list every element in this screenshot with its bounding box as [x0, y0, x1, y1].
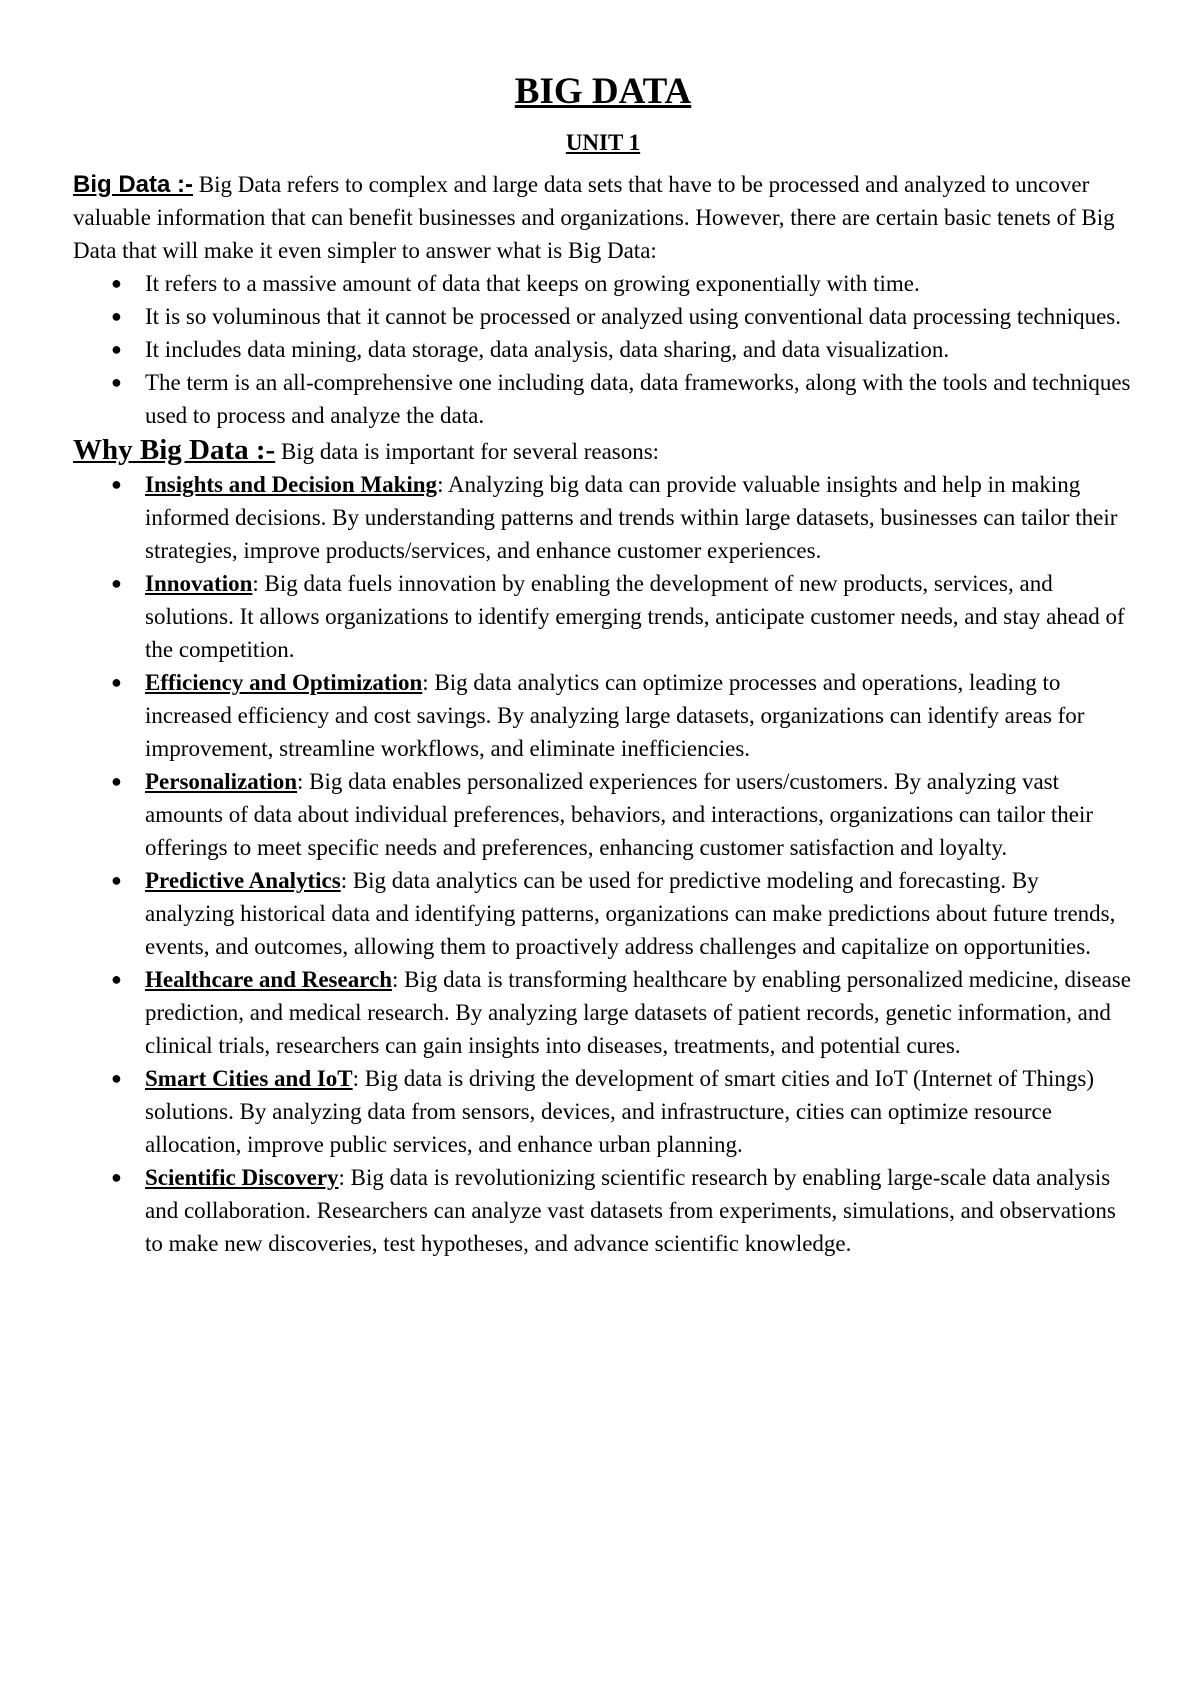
why-text: Big data is important for several reasons: [275, 439, 660, 464]
bullet-icon: ● [111, 306, 122, 326]
list-item-text: : Big data enables personalized experiences for users/customers. By analyzing vast amounts of data about individual preferences, behaviors, and interactions, organizations can tailor their offerings to meet specific needs and preferences, enhancing customer satisfaction and loyalty. [145, 769, 1094, 860]
list-item [73, 1161, 1133, 1260]
list-item-text: : Big data is driving the development of smart cities and IoT (Internet of Things) solutions. By analyzing data from sensors, devices, and infrastructure, cities can optimize resource allocation, improve public services, and enhance urban planning. [145, 1066, 1095, 1157]
bullet-icon: ● [111, 573, 122, 593]
list-item [73, 765, 1133, 864]
bullet-icon: ● [111, 672, 122, 692]
list-item [73, 468, 1133, 567]
document-page [73, 70, 1133, 1260]
list-item [73, 333, 1133, 366]
list-item [73, 1062, 1133, 1161]
list-item-title: Scientific Discovery [145, 1165, 339, 1190]
why-heading: Why Big Data :- [73, 434, 276, 466]
list-item-title: Smart Cities and IoT [145, 1066, 353, 1091]
list-item-text: : Big data fuels innovation by enabling the development of new products, services, and solutions. It allows organizations to identify emerging trends, anticipate customer needs, and stay ahead of the competition. [145, 571, 1125, 662]
list-item-text: : Big data analytics can be used for predictive modeling and forecasting. By analyzing historical data and identifying patterns, organizations can make predictions about future trends, events, and outcomes, allowing them to proactively address challenges and capitalize on opportunities. [145, 868, 1116, 959]
list-item [73, 267, 1133, 300]
bullet-icon: ● [111, 273, 122, 293]
list-item-title: Innovation [145, 571, 253, 596]
list-item [73, 963, 1133, 1062]
bullet-icon: ● [111, 1167, 122, 1187]
list-item-title: Insights and Decision Making [145, 472, 438, 497]
why-paragraph [73, 434, 1133, 468]
why-bullet-list [73, 468, 1133, 1260]
list-item-text: The term is an all-comprehensive one including data, data frameworks, along with the tools and techniques used to process and analyze the data. [145, 370, 1131, 428]
bullet-icon: ● [111, 870, 122, 890]
list-item [73, 864, 1133, 963]
list-item [73, 300, 1133, 333]
document-title: BIG DATA [514, 71, 692, 112]
unit-title: UNIT 1 [565, 130, 641, 155]
list-item-text: : Big data analytics can optimize processes and operations, leading to increased efficiency and cost savings. By analyzing large datasets, organizations can identify areas for improvement, streamline workflows, and eliminate inefficiencies. [145, 670, 1085, 761]
intro-bullet-list [73, 267, 1133, 432]
bullet-icon: ● [111, 1068, 122, 1088]
list-item-title: Healthcare and Research [145, 967, 393, 992]
bullet-icon: ● [111, 339, 122, 359]
list-item-text: It is so voluminous that it cannot be processed or analyzed using conventional data processing techniques. [145, 304, 1121, 329]
list-item-text: : Analyzing big data can provide valuable insights and help in making informed decisions. By understanding patterns and trends within large datasets, businesses can tailor their strategies, improve products/services, and enhance customer experiences. [145, 472, 1118, 563]
bullet-icon: ● [111, 969, 122, 989]
list-item-title: Personalization [145, 769, 298, 794]
list-item-title: Efficiency and Optimization [145, 670, 423, 695]
list-item [73, 567, 1133, 666]
list-item-text: It includes data mining, data storage, data analysis, data sharing, and data visualization. [145, 337, 950, 362]
intro-heading: Big Data :- [73, 171, 193, 198]
bullet-icon: ● [111, 474, 122, 494]
intro-paragraph [73, 168, 1133, 267]
bullet-icon: ● [111, 771, 122, 791]
list-item-title: Predictive Analytics [145, 868, 341, 893]
bullet-icon: ● [111, 372, 122, 392]
intro-text: Big Data refers to complex and large data sets that have to be processed and analyzed to uncover valuable information that can benefit businesses and organizations. However, there are certain basic tenets of Big Data that will make it even simpler to answer what is Big Data: [73, 172, 1115, 263]
list-item [73, 366, 1133, 432]
list-item-text: : Big data is transforming healthcare by enabling personalized medicine, disease prediction, and medical research. By analyzing large datasets of patient records, genetic information, and clinical trials, researchers can gain insights into diseases, treatments, and potential cures. [145, 967, 1131, 1058]
list-item-text: : Big data is revolutionizing scientific research by enabling large-scale data analysis and collaboration. Researchers can analyze vast datasets from experiments, simulations, and observations to make new discoveries, test hypotheses, and advance scientific knowledge. [145, 1165, 1116, 1256]
list-item-text: It refers to a massive amount of data that keeps on growing exponentially with time. [145, 271, 920, 296]
list-item [73, 666, 1133, 765]
